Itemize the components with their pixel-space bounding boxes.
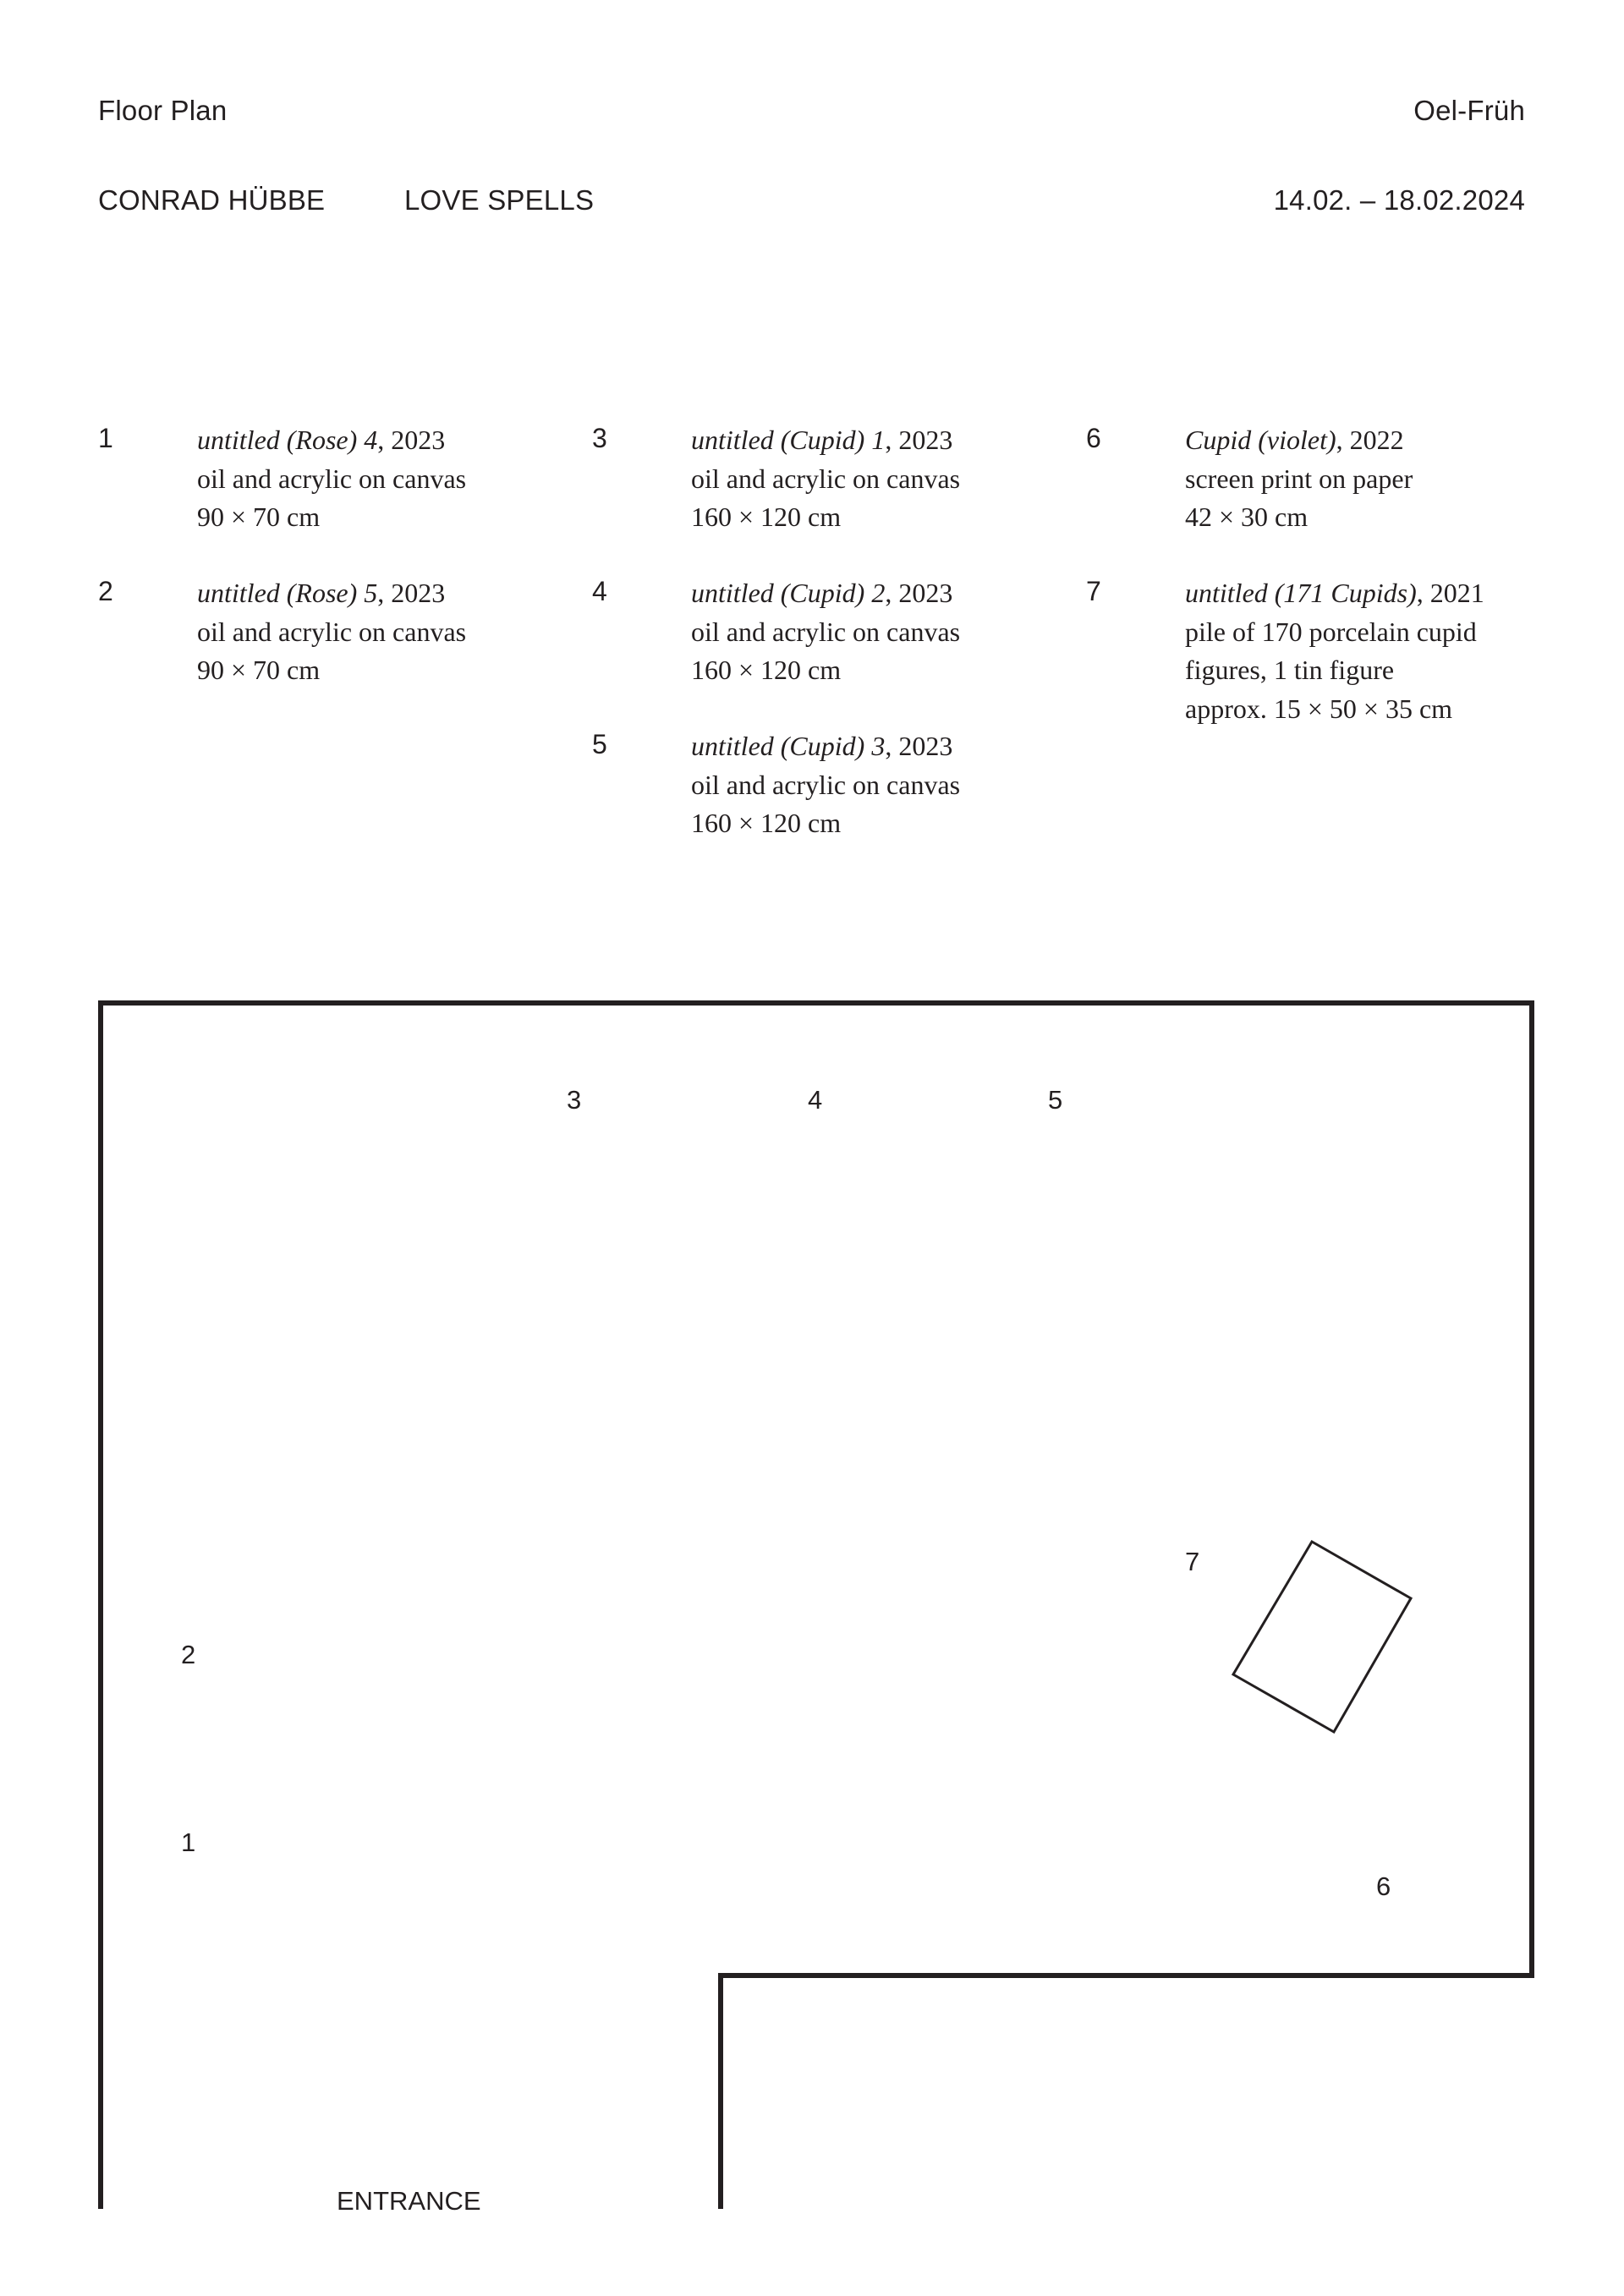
sculpture-plinth-7 [1233,1542,1411,1732]
plan-marker-2: 2 [181,1640,196,1669]
work-number: 3 [592,423,607,453]
work-title: untitled (Rose) 4 [197,425,378,455]
work-medium: oil and acrylic on canvas [691,769,961,800]
work-number: 1 [98,423,113,453]
document-heading: Floor Plan [98,95,228,126]
plan-marker-3: 3 [567,1085,582,1115]
work-year: , 2023 [885,731,953,761]
work-dimensions: 160 × 120 cm [691,655,842,685]
work-title: untitled (Cupid) 1 [691,425,886,455]
artist-name: CONRAD HÜBBE [98,184,326,216]
work-dimensions: 160 × 120 cm [691,501,842,532]
work-description: figures, 1 tin figure [1185,655,1395,685]
work-year: , 2022 [1336,425,1404,455]
work-number: 4 [592,576,607,606]
work-medium: oil and acrylic on canvas [197,616,467,647]
work-medium: screen print on paper [1185,463,1413,494]
work-dimensions: 90 × 70 cm [197,655,321,685]
plan-marker-7: 7 [1185,1547,1200,1576]
exhibition-title: LOVE SPELLS [404,184,595,216]
work-medium: oil and acrylic on canvas [691,616,961,647]
floor-plan-walls [101,1003,1532,2209]
work-year: , 2023 [885,425,953,455]
work-title: untitled (Rose) 5 [197,578,378,608]
work-medium: oil and acrylic on canvas [197,463,467,494]
work-title: Cupid (violet) [1185,425,1336,455]
work-year: , 2021 [1416,578,1484,608]
work-number: 6 [1086,423,1101,453]
work-number: 5 [592,729,607,759]
plan-marker-6: 6 [1376,1871,1391,1901]
work-title: untitled (Cupid) 3 [691,731,886,761]
work-title: untitled (Cupid) 2 [691,578,886,608]
work-dimensions: 42 × 30 cm [1185,501,1309,532]
work-year: , 2023 [885,578,953,608]
work-number: 2 [98,576,113,606]
work-dimensions: 160 × 120 cm [691,808,842,838]
work-medium: oil and acrylic on canvas [691,463,961,494]
work-year: , 2023 [377,578,446,608]
work-title: untitled (171 Cupids) [1185,578,1417,608]
entrance-label: ENTRANCE [337,2186,481,2216]
plan-marker-1: 1 [181,1827,196,1857]
venue-name: Oel-Früh [1413,95,1525,126]
work-year: , 2023 [377,425,446,455]
plan-marker-5: 5 [1048,1085,1063,1115]
work-dimensions: 90 × 70 cm [197,501,321,532]
exhibition-dates: 14.02. – 18.02.2024 [1273,184,1525,216]
work-medium: pile of 170 porcelain cupid [1185,616,1477,647]
work-number: 7 [1086,576,1101,606]
plan-marker-4: 4 [808,1085,823,1115]
work-dimensions: approx. 15 × 50 × 35 cm [1185,693,1453,724]
